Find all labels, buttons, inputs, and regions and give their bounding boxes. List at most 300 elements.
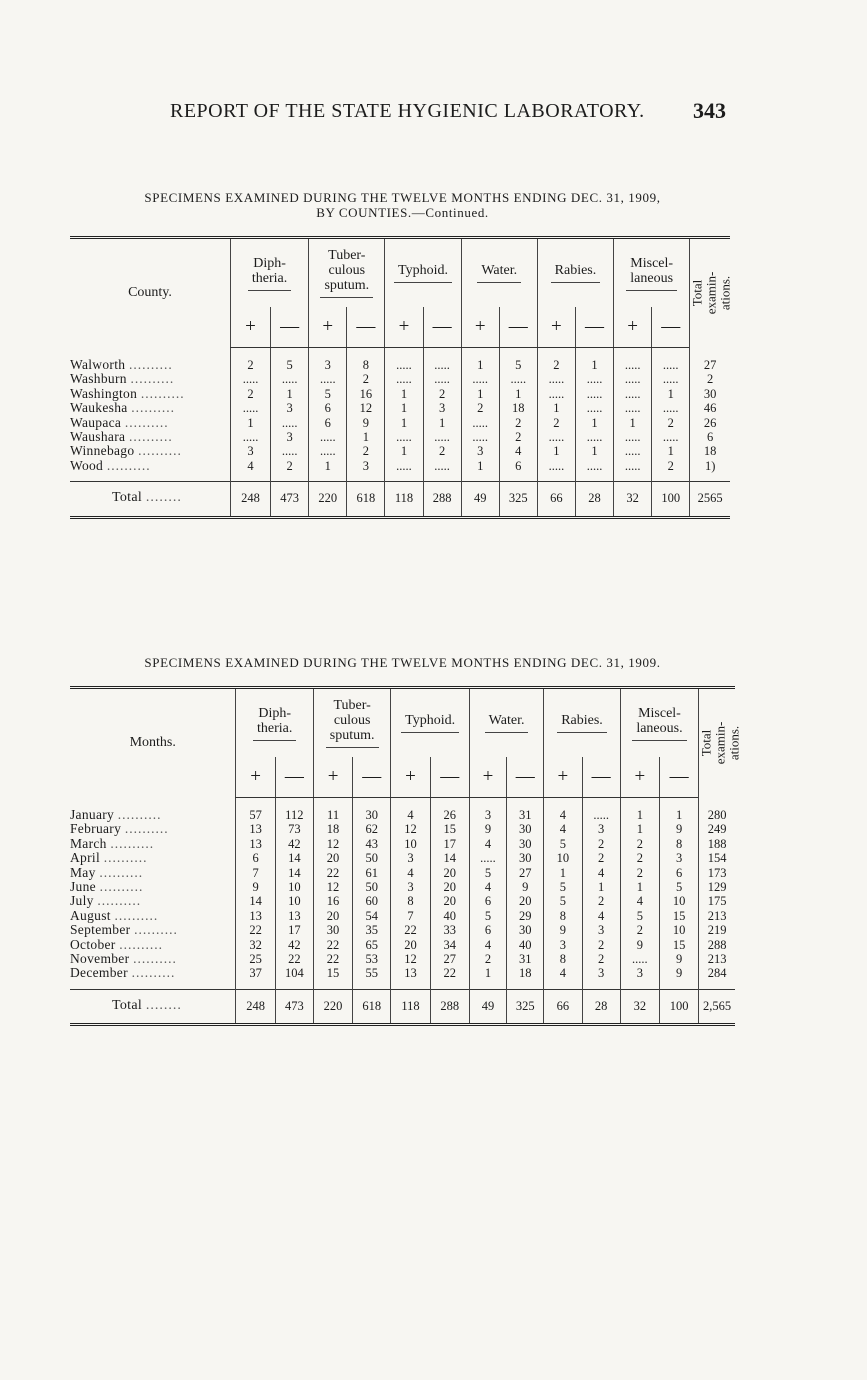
column-group-header xyxy=(537,239,613,307)
value-cell: 11 xyxy=(313,798,352,823)
group-label: Rabies. xyxy=(551,263,601,283)
value-cell: 104 xyxy=(275,966,313,980)
value-cell: 2 xyxy=(230,348,270,373)
value-cell: 1 xyxy=(347,430,385,444)
value-cell: 13 xyxy=(236,822,275,836)
value-cell: 15 xyxy=(313,966,352,980)
value-cell: 1 xyxy=(461,387,499,401)
negative-sign: — xyxy=(582,757,620,798)
value-cell: 1 xyxy=(499,387,537,401)
value-cell: 288 xyxy=(699,938,735,952)
total-value-cell: 28 xyxy=(582,989,620,1024)
value-cell: 2 xyxy=(461,401,499,415)
value-cell: 3 xyxy=(423,401,461,415)
value-cell: 3 xyxy=(461,444,499,458)
row-name-cell: September .......... xyxy=(70,922,178,938)
row-name-cell: February .......... xyxy=(70,821,169,837)
value-cell: 2 xyxy=(582,952,620,966)
value-cell: ..... xyxy=(385,430,423,444)
value-cell: ..... xyxy=(575,430,613,444)
value-cell: ..... xyxy=(614,401,652,415)
value-cell: 5 xyxy=(620,909,659,923)
value-cell: ..... xyxy=(469,851,506,865)
value-cell: 15 xyxy=(430,822,469,836)
value-cell: ..... xyxy=(652,430,690,444)
row-name: September xyxy=(70,922,131,938)
table-row xyxy=(70,444,730,458)
row-name-cell: Waushara .......... xyxy=(70,429,173,445)
value-cell: ..... xyxy=(652,401,690,415)
row-name-cell: Waukesha .......... xyxy=(70,400,175,416)
value-cell: ..... xyxy=(385,372,423,386)
value-cell: 43 xyxy=(353,837,391,851)
value-cell: 30 xyxy=(507,822,544,836)
table-row xyxy=(70,938,735,952)
table-row xyxy=(70,851,735,865)
value-cell: 60 xyxy=(353,894,391,908)
value-cell: 16 xyxy=(347,387,385,401)
value-cell: 12 xyxy=(313,837,352,851)
value-cell: 22 xyxy=(313,952,352,966)
value-cell: 4 xyxy=(544,822,582,836)
column-group-header xyxy=(469,689,543,757)
value-cell: 30 xyxy=(507,923,544,937)
table-row xyxy=(70,459,730,473)
row-name: Wood xyxy=(70,457,104,473)
value-cell: 27 xyxy=(430,952,469,966)
value-cell: ..... xyxy=(230,401,270,415)
value-cell: ..... xyxy=(575,372,613,386)
value-cell: 2 xyxy=(537,416,575,430)
value-cell: ..... xyxy=(461,416,499,430)
positive-sign: + xyxy=(313,757,352,798)
value-cell: 3 xyxy=(271,430,309,444)
value-cell: 5 xyxy=(499,348,537,373)
value-cell: 18 xyxy=(313,822,352,836)
value-cell: 34 xyxy=(430,938,469,952)
column-group-header xyxy=(461,239,537,307)
row-name: Waukesha xyxy=(70,400,128,416)
value-cell: 16 xyxy=(313,894,352,908)
row-name-cell: November .......... xyxy=(70,951,177,967)
table1-caption-line2: BY COUNTIES.—Continued. xyxy=(316,205,489,220)
positive-sign: + xyxy=(230,307,270,348)
value-cell: 14 xyxy=(430,851,469,865)
value-cell: 20 xyxy=(430,880,469,894)
negative-sign: — xyxy=(659,757,698,798)
value-cell: 35 xyxy=(353,923,391,937)
value-cell: 20 xyxy=(391,938,430,952)
value-cell: 15 xyxy=(659,909,698,923)
table-row xyxy=(70,387,730,401)
total-value-cell: 2565 xyxy=(690,482,730,517)
value-cell: 10 xyxy=(391,837,430,851)
value-cell: 8 xyxy=(544,909,582,923)
value-cell: 1 xyxy=(614,416,652,430)
value-cell: 2 xyxy=(620,923,659,937)
table-row xyxy=(70,430,730,444)
value-cell: 3 xyxy=(309,348,347,373)
total-value-cell: 618 xyxy=(347,482,385,517)
value-cell: 54 xyxy=(353,909,391,923)
value-cell: ..... xyxy=(423,348,461,373)
total-value-cell: 288 xyxy=(423,482,461,517)
running-head-title: REPORT OF THE STATE HYGIENIC LABORATORY. xyxy=(170,100,645,122)
group-label: Tuber- culous sputum. xyxy=(326,698,379,748)
value-cell: ..... xyxy=(652,348,690,373)
value-cell: 31 xyxy=(507,952,544,966)
value-cell: 3 xyxy=(620,966,659,980)
table-row xyxy=(70,416,730,430)
value-cell: ..... xyxy=(309,372,347,386)
row-name: August xyxy=(70,907,111,923)
group-label: Rabies. xyxy=(557,713,607,733)
value-cell: 22 xyxy=(313,938,352,952)
table-row xyxy=(70,798,735,823)
value-cell: 40 xyxy=(507,938,544,952)
negative-sign: — xyxy=(652,307,690,348)
total-value-cell: 118 xyxy=(391,989,430,1024)
value-cell: 2 xyxy=(537,348,575,373)
value-cell: ..... xyxy=(309,444,347,458)
total-value-cell: 100 xyxy=(652,482,690,517)
row-name: October xyxy=(70,936,116,952)
value-cell: 14 xyxy=(275,866,313,880)
value-cell: 12 xyxy=(313,880,352,894)
positive-sign: + xyxy=(391,757,430,798)
row-name: July xyxy=(70,893,94,909)
value-cell: 6 xyxy=(659,866,698,880)
value-cell: 1) xyxy=(690,459,730,473)
total-value-cell: 66 xyxy=(537,482,575,517)
value-cell: ..... xyxy=(575,459,613,473)
value-cell: ..... xyxy=(575,401,613,415)
row-name-cell: Walworth .......... xyxy=(70,356,173,372)
value-cell: 1 xyxy=(309,459,347,473)
value-cell: 9 xyxy=(236,880,275,894)
table1-caption-line1: SPECIMENS EXAMINED DURING THE TWELVE MONTHS ENDING DEC. 31, 1909, xyxy=(144,190,661,205)
row-name-cell: Washburn .......... xyxy=(70,371,175,387)
total-value-cell: 288 xyxy=(430,989,469,1024)
total-value-cell: 473 xyxy=(275,989,313,1024)
value-cell: 2 xyxy=(499,416,537,430)
row-name-cell: July .......... xyxy=(70,893,142,909)
value-cell: 12 xyxy=(391,952,430,966)
positive-sign: + xyxy=(614,307,652,348)
negative-sign: — xyxy=(430,757,469,798)
value-cell: 3 xyxy=(230,444,270,458)
row-name: Washburn xyxy=(70,371,127,387)
value-cell: 14 xyxy=(236,894,275,908)
value-cell: 6 xyxy=(236,851,275,865)
total-row xyxy=(70,482,730,517)
total-examinations-header xyxy=(689,239,733,348)
table-row xyxy=(70,401,730,415)
column-group-header xyxy=(391,689,469,757)
value-cell: 1 xyxy=(620,822,659,836)
total-header-label: Total examin- ations. xyxy=(698,721,742,765)
value-cell: 3 xyxy=(391,851,430,865)
value-cell: 154 xyxy=(699,851,735,865)
column-group-header xyxy=(309,239,385,307)
value-cell: 13 xyxy=(236,909,275,923)
column-group-header xyxy=(313,689,390,757)
column-group-header xyxy=(620,689,698,757)
total-value-cell: 220 xyxy=(313,989,352,1024)
value-cell: ..... xyxy=(309,430,347,444)
value-cell: 18 xyxy=(690,444,730,458)
row-name: May xyxy=(70,864,96,880)
value-cell: 26 xyxy=(690,416,730,430)
group-label: Diph- theria. xyxy=(248,256,291,291)
value-cell: 3 xyxy=(544,938,582,952)
value-cell: 50 xyxy=(353,851,391,865)
value-cell: 6 xyxy=(690,430,730,444)
value-cell: 33 xyxy=(430,923,469,937)
group-label: Water. xyxy=(485,713,529,733)
value-cell: ..... xyxy=(537,459,575,473)
table1-caption xyxy=(70,190,735,220)
value-cell: 1 xyxy=(582,880,620,894)
positive-sign: + xyxy=(544,757,582,798)
value-cell: ..... xyxy=(537,387,575,401)
value-cell: 30 xyxy=(507,837,544,851)
value-cell: 9 xyxy=(469,822,506,836)
running-head xyxy=(170,100,730,130)
negative-sign: — xyxy=(499,307,537,348)
value-cell: 42 xyxy=(275,837,313,851)
total-name-cell: Total ........ xyxy=(70,482,230,517)
group-label: Typhoid. xyxy=(394,263,452,283)
negative-sign: — xyxy=(271,307,309,348)
value-cell: 2 xyxy=(582,837,620,851)
value-cell: 5 xyxy=(544,837,582,851)
value-cell: 30 xyxy=(313,923,352,937)
value-cell: 1 xyxy=(652,444,690,458)
value-cell: ..... xyxy=(614,459,652,473)
positive-sign: + xyxy=(620,757,659,798)
value-cell: 8 xyxy=(544,952,582,966)
value-cell: 2 xyxy=(652,459,690,473)
value-cell: 3 xyxy=(469,798,506,823)
value-cell: 1 xyxy=(385,416,423,430)
value-cell: 9 xyxy=(659,822,698,836)
value-cell: 5 xyxy=(469,909,506,923)
value-cell: 8 xyxy=(391,894,430,908)
total-value-cell: 248 xyxy=(230,482,270,517)
value-cell: 9 xyxy=(544,923,582,937)
total-value-cell: 618 xyxy=(353,989,391,1024)
county-table xyxy=(70,236,733,519)
value-cell: 73 xyxy=(275,822,313,836)
value-cell: 3 xyxy=(582,923,620,937)
table-row xyxy=(70,952,735,966)
value-cell: 9 xyxy=(507,880,544,894)
value-cell: 4 xyxy=(469,880,506,894)
value-cell: 8 xyxy=(347,348,385,373)
value-cell: 1 xyxy=(652,387,690,401)
table-row xyxy=(70,866,735,880)
value-cell: ..... xyxy=(271,416,309,430)
negative-sign: — xyxy=(275,757,313,798)
positive-sign: + xyxy=(461,307,499,348)
value-cell: 213 xyxy=(699,909,735,923)
total-row xyxy=(70,989,735,1024)
row-header: County. xyxy=(128,285,172,301)
row-name: January xyxy=(70,806,115,822)
value-cell: 1 xyxy=(461,459,499,473)
value-cell: 4 xyxy=(499,444,537,458)
value-cell: 213 xyxy=(699,952,735,966)
value-cell: 40 xyxy=(430,909,469,923)
value-cell: ..... xyxy=(423,372,461,386)
value-cell: 5 xyxy=(544,880,582,894)
value-cell: 10 xyxy=(275,894,313,908)
page-number: 343 xyxy=(693,98,726,123)
row-name: Washington xyxy=(70,385,138,401)
value-cell: 62 xyxy=(353,822,391,836)
negative-sign: — xyxy=(347,307,385,348)
group-label: Diph- theria. xyxy=(253,706,296,741)
total-value-cell: 32 xyxy=(620,989,659,1024)
value-cell: 22 xyxy=(236,923,275,937)
value-cell: 10 xyxy=(659,923,698,937)
value-cell: 20 xyxy=(430,866,469,880)
value-cell: 30 xyxy=(507,851,544,865)
row-name: March xyxy=(70,835,107,851)
value-cell: 7 xyxy=(391,909,430,923)
value-cell: 20 xyxy=(507,894,544,908)
value-cell: 4 xyxy=(391,798,430,823)
value-cell: 5 xyxy=(659,880,698,894)
negative-sign: — xyxy=(575,307,613,348)
value-cell: 1 xyxy=(230,416,270,430)
column-group-header xyxy=(385,239,461,307)
total-value-cell: 49 xyxy=(469,989,506,1024)
positive-sign: + xyxy=(469,757,506,798)
value-cell: 129 xyxy=(699,880,735,894)
value-cell: 13 xyxy=(275,909,313,923)
value-cell: 17 xyxy=(275,923,313,937)
total-value-cell: 118 xyxy=(385,482,423,517)
table-row xyxy=(70,822,735,836)
value-cell: 8 xyxy=(659,837,698,851)
column-group-header xyxy=(614,239,690,307)
value-cell: 2 xyxy=(620,837,659,851)
value-cell: 27 xyxy=(507,866,544,880)
value-cell: ..... xyxy=(614,372,652,386)
value-cell: ..... xyxy=(614,387,652,401)
value-cell: 2 xyxy=(271,459,309,473)
value-cell: 6 xyxy=(469,923,506,937)
value-cell: 1 xyxy=(659,798,698,823)
value-cell: ..... xyxy=(423,459,461,473)
table-row xyxy=(70,894,735,908)
total-value-cell: 100 xyxy=(659,989,698,1024)
value-cell: 4 xyxy=(620,894,659,908)
value-cell: 10 xyxy=(275,880,313,894)
value-cell: 26 xyxy=(430,798,469,823)
total-label: Total xyxy=(112,997,143,1013)
value-cell: 2 xyxy=(582,851,620,865)
total-label: Total xyxy=(112,490,143,506)
value-cell: 10 xyxy=(544,851,582,865)
total-value-cell: 473 xyxy=(271,482,309,517)
value-cell: 57 xyxy=(236,798,275,823)
column-group-header xyxy=(544,689,620,757)
value-cell: 4 xyxy=(582,909,620,923)
value-cell: 32 xyxy=(236,938,275,952)
value-cell: ..... xyxy=(461,430,499,444)
table-row xyxy=(70,923,735,937)
group-label: Miscel- laneous xyxy=(626,256,677,291)
value-cell: 4 xyxy=(391,866,430,880)
value-cell: ..... xyxy=(271,372,309,386)
value-cell: 1 xyxy=(461,348,499,373)
row-name-cell: June .......... xyxy=(70,879,144,895)
value-cell: 6 xyxy=(499,459,537,473)
value-cell: 10 xyxy=(659,894,698,908)
value-cell: 42 xyxy=(275,938,313,952)
row-name: Winnebago xyxy=(70,443,135,459)
negative-sign: — xyxy=(353,757,391,798)
group-label: Water. xyxy=(477,263,521,283)
value-cell: 112 xyxy=(275,798,313,823)
value-cell: 22 xyxy=(313,866,352,880)
row-name: Waushara xyxy=(70,429,126,445)
row-header: Months. xyxy=(129,735,176,751)
value-cell: ..... xyxy=(230,372,270,386)
value-cell: ..... xyxy=(614,444,652,458)
row-name: Walworth xyxy=(70,356,126,372)
value-cell: 2 xyxy=(620,851,659,865)
total-value-cell: 220 xyxy=(309,482,347,517)
value-cell: 20 xyxy=(313,851,352,865)
row-name: June xyxy=(70,879,96,895)
row-name: Waupaca xyxy=(70,414,122,430)
value-cell: 9 xyxy=(659,966,698,980)
value-cell: 37 xyxy=(236,966,275,980)
row-name-cell: August .......... xyxy=(70,907,159,923)
value-cell: 2 xyxy=(690,372,730,386)
value-cell: 20 xyxy=(430,894,469,908)
value-cell: 27 xyxy=(690,348,730,373)
value-cell: 2 xyxy=(347,372,385,386)
value-cell: 4 xyxy=(544,798,582,823)
value-cell: ..... xyxy=(537,430,575,444)
row-name-cell: Winnebago .......... xyxy=(70,443,182,459)
value-cell: 3 xyxy=(391,880,430,894)
value-cell: 29 xyxy=(507,909,544,923)
value-cell: 175 xyxy=(699,894,735,908)
value-cell: ..... xyxy=(582,798,620,823)
value-cell: 1 xyxy=(537,401,575,415)
value-cell: 30 xyxy=(690,387,730,401)
value-cell: 1 xyxy=(385,444,423,458)
value-cell: 2 xyxy=(652,416,690,430)
value-cell: 2 xyxy=(469,952,506,966)
value-cell: 2 xyxy=(347,444,385,458)
value-cell: 55 xyxy=(353,966,391,980)
value-cell: 14 xyxy=(275,851,313,865)
table-row xyxy=(70,348,730,373)
row-name: December xyxy=(70,965,128,981)
value-cell: 2 xyxy=(582,894,620,908)
value-cell: 7 xyxy=(236,866,275,880)
value-cell: ..... xyxy=(614,348,652,373)
value-cell: 173 xyxy=(699,866,735,880)
value-cell: 13 xyxy=(236,837,275,851)
